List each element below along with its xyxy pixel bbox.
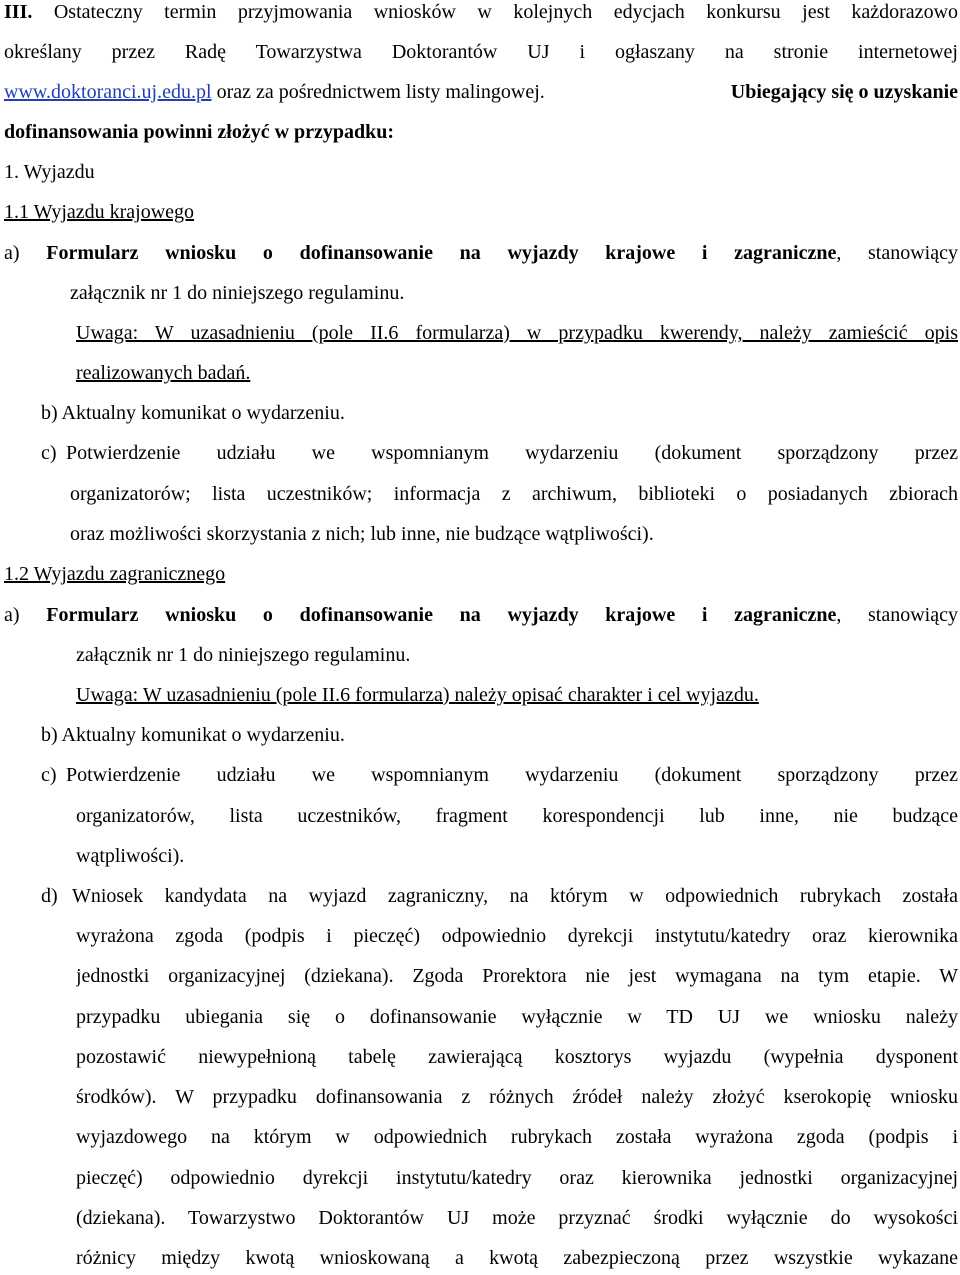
section-iii-bold-3: Ubiegający się o uzyskanie [730,81,958,103]
item-1-1-b: b) Aktualny komunikat o wydarzeniu. [41,402,345,424]
section-iii-line-4: dofinansowania powinni złożyć w przypadku: [4,121,395,143]
item-1-1-a-form-name: Formularz wniosku o dofinansowanie na wyjazdy krajowe i zagraniczne [46,242,837,264]
section-iii-text-1: Ostateczny termin przyjmowania wniosków w kolejnych edycjach konkursu jest każdorazowo [53,1,958,23]
item-1-2-d-line-2: wyrażona zgoda (podpis i pieczęć) odpowiednio dyrekcji instytutu/katedry oraz kierownika [76,925,958,947]
item-1-2-c-marker: c) [41,764,57,786]
item-1-2-d-line-5: pozostawić niewypełnioną tabelę zawierającą kosztorys wyjazdu (wypełnia dysponent [76,1046,958,1068]
item-1-2-d-line-10: różnicy między kwotą wnioskowaną a kwotą zabezpieczoną przez wszystkie wykazane [76,1247,958,1269]
item-1-1-a-line-1 [4,239,958,267]
item-1-2-a-note-1: Uwaga: W uzasadnieniu (pole II.6 formularza) należy opisać charakter i cel wyjazdu. [76,684,759,706]
item-1-2-d-line-1 [41,882,958,910]
section-number: III. [4,1,33,23]
item-1-2-a-line-2: załącznik nr 1 do niniejszego regulaminu. [76,644,411,666]
item-1-2-a-marker: a) [4,604,20,626]
item-1-2-d-line-9: (dziekana). Towarzystwo Doktorantów UJ może przyznać środki wyłącznie do wysokości [76,1207,958,1229]
item-1-1-c-marker: c) [41,442,57,464]
item-1-2-d-marker: d) [41,885,58,907]
item-1-2-d-line-8: pieczęć) odpowiednio dyrekcji instytutu/katedry oraz kierownika jednostki organizacyjnej [76,1167,958,1189]
item-1-2-c-line-3: wątpliwości). [76,845,185,867]
item-1-2-a-rest: , stanowiący [836,604,958,626]
item-1-2-d-line-7: wyjazdowego na którym w odpowiednich rubrykach została wyrażona zgoda (podpis i [76,1126,958,1148]
section-iii-text-3: oraz za pośrednictwem listy malingowej. [216,81,545,103]
website-link[interactable]: www.doktoranci.uj.edu.pl [4,81,212,103]
item-1-2-heading: 1.2 Wyjazdu zagranicznego [4,563,226,585]
section-iii-line-1 [4,0,958,26]
item-1-2-a-line-1 [4,601,958,629]
item-1-2-b: b) Aktualny komunikat o wydarzeniu. [41,724,345,746]
section-iii-line-2: określany przez Radę Towarzystwa Doktorantów UJ i ogłaszany na stronie internetowej [4,41,958,63]
item-1-1-a-note-2: realizowanych badań. [76,362,251,384]
item-1-heading: 1. Wyjazdu [4,161,95,183]
section-iii-line-3 [4,78,958,106]
item-1-2-d-text-1: Wniosek kandydata na wyjazd zagraniczny, na którym w odpowiednich rubrykach została [72,885,958,907]
item-1-1-c-line-3: oraz możliwości skorzystania z nich; lub inne, nie budzące wątpliwości). [70,523,654,545]
item-1-1-a-note-1: Uwaga: W uzasadnieniu (pole II.6 formularza) w przypadku kwerendy, należy zamieścić opis [76,322,958,344]
item-1-1-c-line-2: organizatorów; lista uczestników; informacja z archiwum, biblioteki o posiadanych zbiorach [70,483,958,505]
item-1-2-d-line-6: środków). W przypadku dofinansowania z różnych źródeł należy złożyć kserokopię wniosku [76,1086,958,1108]
item-1-1-heading: 1.1 Wyjazdu krajowego [4,201,195,223]
item-1-2-a-form-name: Formularz wniosku o dofinansowanie na wyjazdy krajowe i zagraniczne [46,604,837,626]
item-1-1-c-line-1 [41,439,958,467]
item-1-2-c-line-2: organizatorów, lista uczestników, fragment korespondencji lub inne, nie budzące [76,805,958,827]
item-1-1-a-line-2: załącznik nr 1 do niniejszego regulaminu. [70,282,405,304]
item-1-2-d-line-3: jednostki organizacyjnej (dziekana). Zgoda Prorektora nie jest wymagana na tym etapie. W [76,965,958,987]
item-1-2-c-text-1: Potwierdzenie udziału we wspomnianym wydarzeniu (dokument sporządzony przez [66,764,958,786]
item-1-1-a-rest: , stanowiący [836,242,958,264]
item-1-2-c-line-1 [41,761,958,789]
item-1-1-c-text-1: Potwierdzenie udziału we wspomnianym wydarzeniu (dokument sporządzony przez [66,442,958,464]
item-1-2-d-line-4: przypadku ubiegania się o dofinansowanie wyłącznie w TD UJ we wniosku należy [76,1006,958,1028]
item-1-1-a-marker: a) [4,242,20,264]
